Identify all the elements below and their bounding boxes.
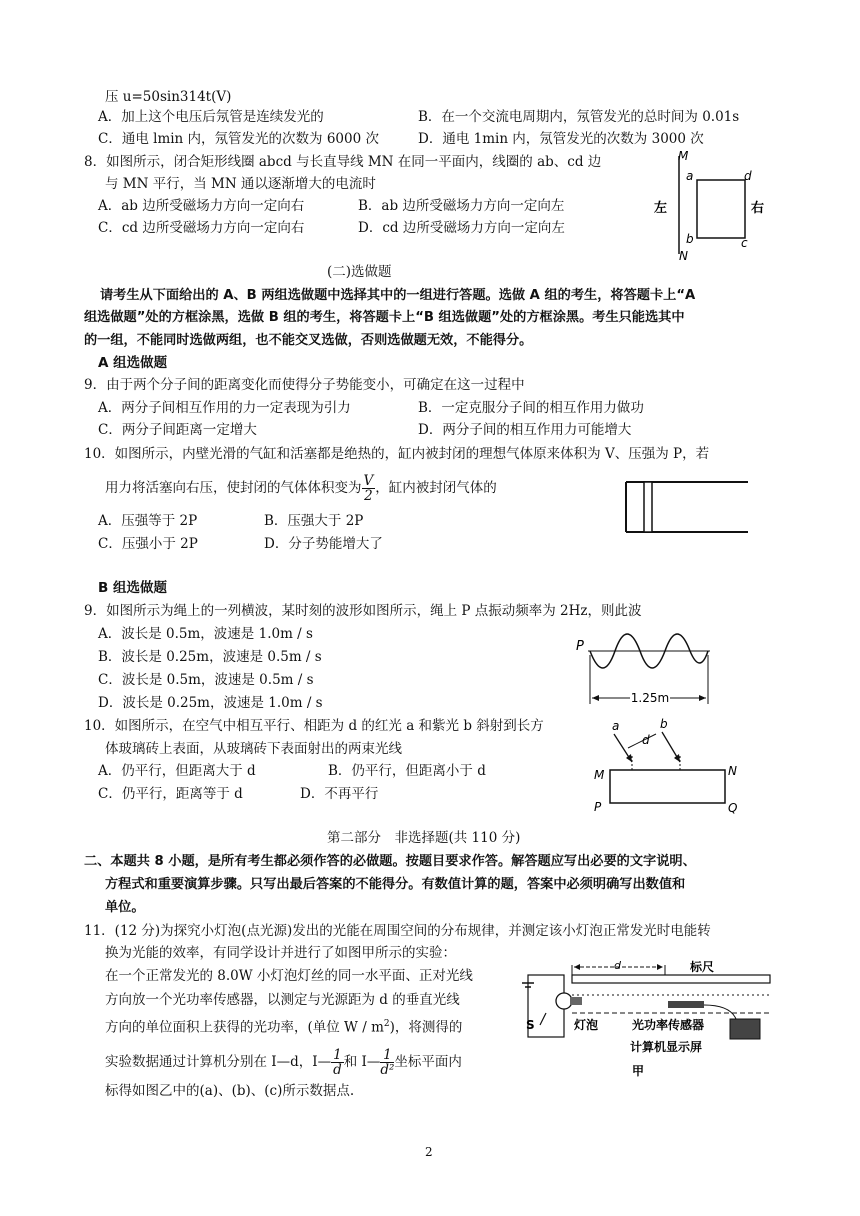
a-q10-option-a: A．压强等于 2P xyxy=(98,513,198,529)
q11-line6-part1: 实验数据通过计算机分别在 I—d，I— xyxy=(105,1054,332,1070)
a-q10-stem-part1: 用力将活塞向右压，使封闭的气体体积变为 xyxy=(105,480,362,496)
label-d: d xyxy=(614,959,621,972)
label-screen: 计算机显示屏 xyxy=(630,1040,703,1054)
v-over-2-fraction xyxy=(362,474,376,503)
label-q: Q xyxy=(728,801,738,814)
gas-cylinder-figure xyxy=(620,474,755,540)
q8-option-b: B．ab 边所受磁场力方向一定向左 xyxy=(358,198,565,214)
q7-stem-tail: 压 u=50sin314t(V) xyxy=(105,89,232,105)
a-q9-option-b: B．一定克服分子间的相互作用力做功 xyxy=(418,400,644,416)
q11-line6 xyxy=(105,1048,462,1077)
light-power-experiment-figure xyxy=(520,957,775,1082)
q11-line2: 换为光能的效率，有同学设计并进行了如图甲所示的实验： xyxy=(105,945,456,961)
label-d: d xyxy=(744,169,752,183)
computer-screen xyxy=(730,1019,760,1039)
label-c: c xyxy=(741,236,748,250)
label-d: d xyxy=(642,733,650,747)
optional-instruction-line2: 组选做题”处的方框涂黑，选做 B 组的考生，将答题卡上“B 组选做题”处的方框涂黑。考生只能选其中 xyxy=(84,310,685,325)
label-n: N xyxy=(728,764,737,778)
a-q9-stem: 9．由于两个分子间的距离变化而使得分子势能变小，可确定在这一过程中 xyxy=(84,377,525,393)
q11-line4: 方向放一个光功率传感器，以测定与光源距为 d 的垂直光线 xyxy=(105,992,460,1008)
label-ruler: 标尺 xyxy=(690,960,715,974)
q11-line1: 11．(12 分)为探究小灯泡(点光源)发出的光能在周围空间的分布规律，并测定该小灯泡正常发光时电能转 xyxy=(84,923,711,939)
a-q10-stem-line2 xyxy=(105,474,497,503)
q11-line5 xyxy=(105,1015,462,1038)
label-a: a xyxy=(686,169,694,183)
q8-stem-line2: 与 MN 平行，当 MN 通以逐渐增大的电流时 xyxy=(105,176,376,192)
one-over-d-fraction xyxy=(331,1048,344,1077)
label-a: a xyxy=(612,719,620,733)
label-m: M xyxy=(594,768,605,782)
optional-section-title: (二)选做题 xyxy=(327,264,392,280)
q8-wire-loop-figure xyxy=(640,146,780,266)
b-q9-option-d: D．波长是 0.25m，波速是 1.0m / s xyxy=(98,695,323,711)
b-q9-stem: 9．如图所示为绳上的一列横波，某时刻的波形如图所示，绳上 P 点振动频率为 2Hz，则此波 xyxy=(84,603,642,619)
label-n: N xyxy=(679,249,688,263)
part2-instruction-line3: 单位。 xyxy=(105,900,145,915)
q8-stem-line1: 8．如图所示，闭合矩形线圈 abcd 与长直导线 MN 在同一平面内，线圈的 ab、cd 边 xyxy=(84,154,602,170)
b-q10-stem-line1: 10．如图所示，在空气中相互平行、相距为 d 的红光 a 和紫光 b 斜射到长方 xyxy=(84,718,544,734)
b-q10-stem-line2: 体玻璃砖上表面，从玻璃砖下表面射出的两束光线 xyxy=(105,741,402,757)
a-q10-option-b: B．压强大于 2P xyxy=(264,513,364,529)
fraction-denominator: 2 xyxy=(364,488,373,504)
b-q10-option-c: C．仍平行，距离等于 d xyxy=(98,786,243,802)
part2-title: 第二部分 非选择题(共 110 分) xyxy=(327,830,521,846)
switch xyxy=(540,1013,546,1025)
a-q10-stem-line1: 10．如图所示，内壁光滑的气缸和活塞都是绝热的，缸内被封闭的理想气体原来体积为 V、压强为 P，若 xyxy=(84,446,710,462)
b-q9-option-c: C．波长是 0.5m，波速是 0.5m / s xyxy=(98,672,314,688)
b-q10-option-a: A．仍平行，但距离大于 d xyxy=(98,763,256,779)
q7-option-a: A．加上这个电压后氖管是连续发光的 xyxy=(98,109,324,125)
label-s: S xyxy=(526,1018,535,1032)
a-q9-option-a: A．两分子间相互作用的力一定表现为引力 xyxy=(98,400,351,416)
q8-option-c: C．cd 边所受磁场力方向一定向右 xyxy=(98,220,305,236)
fraction-denominator: d² xyxy=(380,1062,395,1078)
q11-line6-part2: 和 I— xyxy=(343,1054,381,1070)
q7-option-b: B．在一个交流电周期内，氖管发光的总时间为 0.01s xyxy=(418,109,740,125)
a-q10-stem-part2: ，缸内被封闭气体的 xyxy=(375,480,497,496)
q7-option-d: D．通电 1min 内，氖管发光的次数为 3000 次 xyxy=(418,131,704,147)
label-right: 右 xyxy=(751,201,765,216)
label-jia: 甲 xyxy=(632,1064,645,1078)
b-q9-option-b: B．波长是 0.25m，波速是 0.5m / s xyxy=(98,649,322,665)
optional-instruction-line1: 请考生从下面给出的 A、B 两组选做题中选择其中的一组进行答题。选做 A 组的考生，将答题卡上“A xyxy=(100,288,696,303)
piston xyxy=(644,482,652,532)
q8-option-a: A．ab 边所受磁场力方向一定向右 xyxy=(98,198,305,214)
label-m: M xyxy=(678,149,689,163)
loop-abcd xyxy=(697,180,745,238)
glass-block xyxy=(610,770,725,803)
sensor xyxy=(668,1001,704,1008)
label-p: P xyxy=(594,800,602,814)
ruler xyxy=(572,975,770,983)
one-over-d-squared-fraction xyxy=(380,1048,394,1077)
label-length: 1.25m xyxy=(630,691,670,705)
q11-line5-part2: )，将测得的 xyxy=(389,1019,463,1036)
label-bulb: 灯泡 xyxy=(574,1018,599,1032)
b-q9-option-a: A．波长是 0.5m，波速是 1.0m / s xyxy=(98,626,313,642)
part2-instruction-line1: 二、本题共 8 小题，是所有考生都必须作答的必做题。按题目要求作答。解答题应写出必要的文字说明、 xyxy=(84,854,696,869)
a-q10-option-d: D．分子势能增大了 xyxy=(264,536,383,552)
label-sensor: 光功率传感器 xyxy=(632,1018,705,1032)
bulb xyxy=(556,993,572,1009)
q8-option-d: D．cd 边所受磁场力方向一定向左 xyxy=(358,220,565,236)
page-number: 2 xyxy=(425,1145,433,1159)
a-q10-option-c: C．压强小于 2P xyxy=(98,536,198,552)
q7-option-c: C．通电 lmin 内，氖管发光的次数为 6000 次 xyxy=(98,131,379,147)
fraction-numerator: V xyxy=(363,473,374,489)
a-q9-option-c: C．两分子间距离一定增大 xyxy=(98,422,257,438)
group-a-title: A 组选做题 xyxy=(98,355,168,371)
b-q10-option-b: B．仍平行，但距离小于 d xyxy=(328,763,486,779)
part2-instruction-line2: 方程式和重要演算步骤。只写出最后答案的不能得分。有数值计算的题，答案中必须明确写出数值和 xyxy=(105,877,686,892)
b-q10-option-d: D．不再平行 xyxy=(300,786,379,802)
glass-block-figure xyxy=(588,712,748,814)
fraction-numerator: 1 xyxy=(380,1048,394,1063)
label-b: b xyxy=(660,717,668,731)
transverse-wave-figure xyxy=(570,620,720,712)
fraction-numerator: 1 xyxy=(333,1047,342,1063)
label-left: 左 xyxy=(654,201,668,216)
a-q9-option-d: D．两分子间的相互作用力可能增大 xyxy=(418,422,632,438)
fraction-denominator: d xyxy=(333,1062,342,1078)
label-p: P xyxy=(576,639,584,654)
group-b-title: B 组选做题 xyxy=(98,580,167,596)
q11-line7: 标得如图乙中的(a)、(b)、(c)所示数据点. xyxy=(105,1083,355,1099)
unit-superscript: 2 xyxy=(383,1019,390,1029)
q11-line6-part3: 坐标平面内 xyxy=(394,1054,462,1070)
q11-line3: 在一个正常发光的 8.0W 小灯泡灯丝的同一水平面、正对光线 xyxy=(105,968,473,984)
label-b: b xyxy=(686,232,694,246)
bulb-base xyxy=(570,997,582,1005)
optional-instruction-line3: 的一组，不能同时选做两组，也不能交叉选做，否则选做题无效，不能得分。 xyxy=(84,333,533,348)
q11-line5-part1: 方向的单位面积上获得的光功率，(单位 W / m xyxy=(105,1019,384,1036)
